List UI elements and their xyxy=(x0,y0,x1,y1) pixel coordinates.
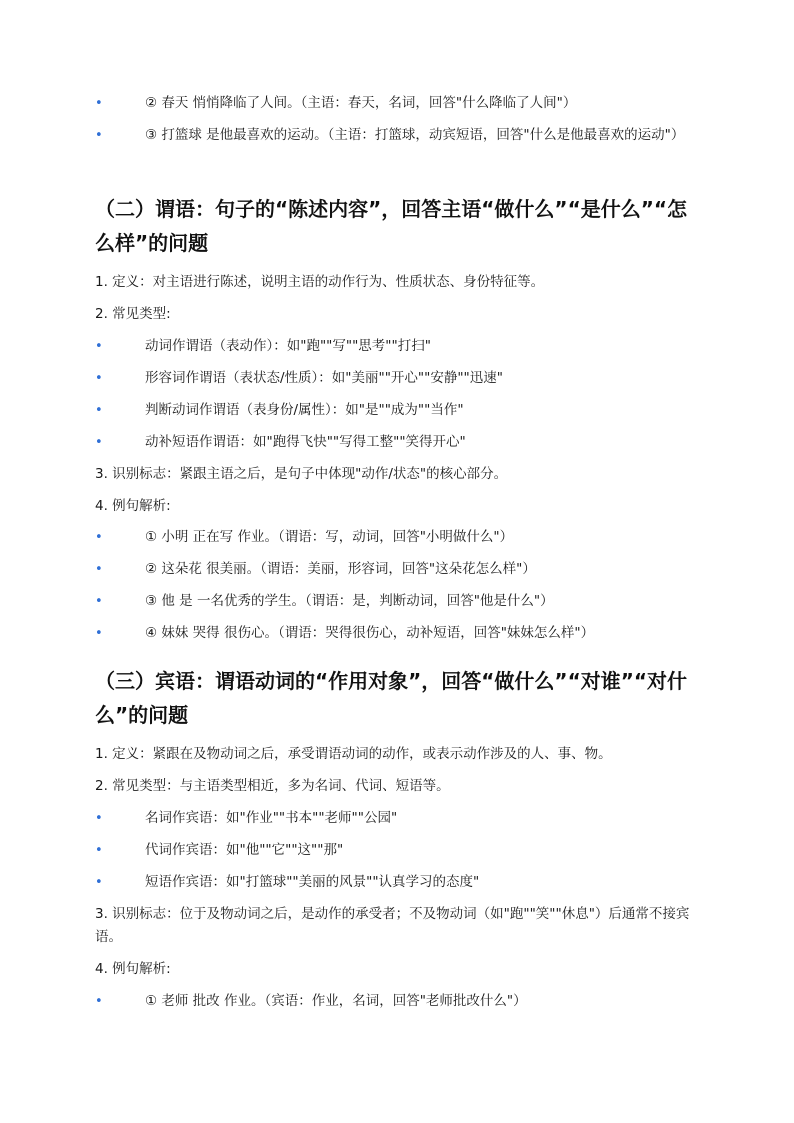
types-label: 2. 常见类型：与主语类型相近，多为名词、代词、短语等。 xyxy=(95,778,450,794)
list-item-text: ③ 打篮球 是他最喜欢的运动。（主语：打篮球，动宾短语，回答"什么是他最喜欢的运动"） xyxy=(145,127,685,143)
list-item-text: 动词作谓语（表动作）：如"跑""写""思考""打扫" xyxy=(145,338,431,354)
bullet-icon: • xyxy=(95,371,103,386)
examples-label: 4. 例句解析: xyxy=(95,961,171,977)
definition-text: 1. 定义：紧跟在及物动词之后，承受谓语动词的动作，或表示动作涉及的人、事、物。 xyxy=(95,746,612,762)
examples-label: 4. 例句解析: xyxy=(95,498,171,514)
list-item-text: 形容词作谓语（表状态/性质）：如"美丽""开心""安静""迅速" xyxy=(145,370,503,386)
list-item xyxy=(95,124,691,147)
bullet-icon: • xyxy=(95,994,103,1009)
list-item-text: ③ 他 是 一名优秀的学生。（谓语：是，判断动词，回答"他是什么"） xyxy=(145,593,554,609)
list-item-text: ② 春天 悄悄降临了人间。（主语：春天，名词，回答"什么降临了人间"） xyxy=(145,95,577,111)
marker-text: 3. 识别标志：位于及物动词之后，是动作的承受者；不及物动词（如"跑""笑""休息"）后通常不接宾语。 xyxy=(95,906,690,945)
bullet-icon: • xyxy=(95,128,103,143)
bullet-icon: • xyxy=(95,96,103,111)
section-heading: （二）谓语：句子的“陈述内容”，回答主语“做什么”“是什么”“怎么样”的问题 xyxy=(95,197,688,255)
list-item-text: 名词作宾语：如"作业""书本""老师""公园" xyxy=(145,810,398,826)
list-item-text: ① 小明 正在写 作业。（谓语：写，动词，回答"小明做什么"） xyxy=(145,529,514,545)
list-item-text: 短语作宾语：如"打篮球""美丽的风景""认真学习的态度" xyxy=(145,874,480,890)
bullet-icon: • xyxy=(95,875,103,890)
section-heading: （三）宾语：谓语动词的“作用对象”，回答“做什么”“对谁”“对什么”的问题 xyxy=(95,669,688,727)
bullet-icon: • xyxy=(95,843,103,858)
list-item-text: 判断动词作谓语（表身份/属性）：如"是""成为""当作" xyxy=(145,402,464,418)
bullet-icon: • xyxy=(95,594,103,609)
bullet-icon: • xyxy=(95,435,103,450)
bullet-icon: • xyxy=(95,530,103,545)
bullet-icon: • xyxy=(95,403,103,418)
types-label: 2. 常见类型: xyxy=(95,306,171,322)
list-item-text: 动补短语作谓语：如"跑得飞快""写得工整""笑得开心" xyxy=(145,434,466,450)
list-item-text: ① 老师 批改 作业。（宾语：作业，名词，回答"老师批改什么"） xyxy=(145,993,527,1009)
bullet-icon: • xyxy=(95,562,103,577)
definition-text: 1. 定义：对主语进行陈述，说明主语的动作行为、性质状态、身份特征等。 xyxy=(95,274,545,290)
bullet-icon: • xyxy=(95,626,103,641)
list-item-text: ② 这朵花 很美丽。（谓语：美丽，形容词，回答"这朵花怎么样"） xyxy=(145,561,536,577)
list-item-text: ④ 妹妹 哭得 很伤心。（谓语：哭得很伤心，动补短语，回答"妹妹怎么样"） xyxy=(145,625,595,641)
marker-text: 3. 识别标志：紧跟主语之后，是句子中体现"动作/状态"的核心部分。 xyxy=(95,466,508,482)
list-item-text: 代词作宾语：如"他""它""这""那" xyxy=(145,842,344,858)
bullet-icon: • xyxy=(95,811,103,826)
bullet-icon: • xyxy=(95,339,103,354)
